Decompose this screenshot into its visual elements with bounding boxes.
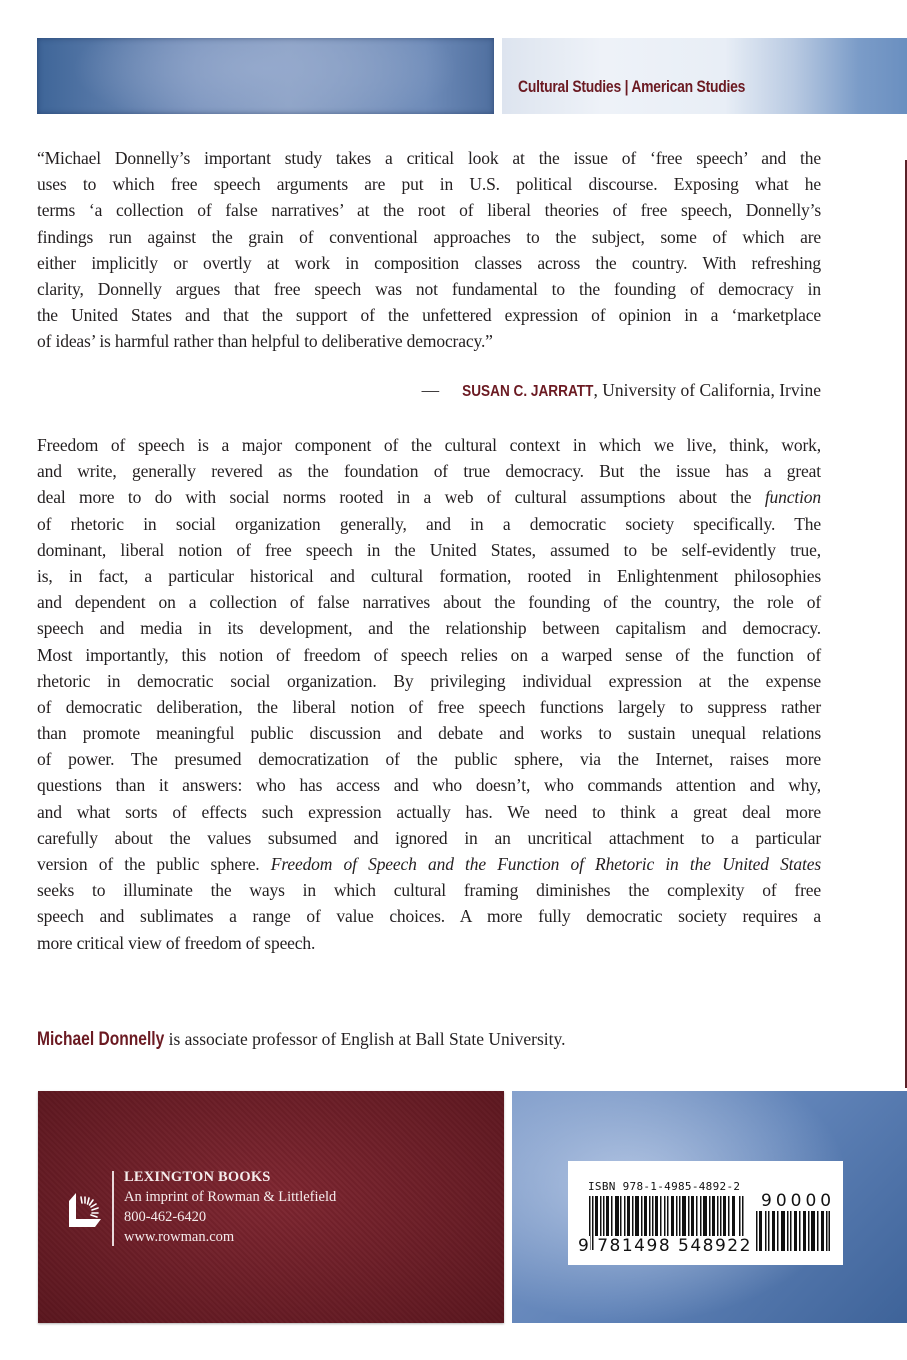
- description-line: Most importantly, this notion of freedom of speech relies on a warped sense of the function of: [37, 644, 821, 665]
- description-line: is, in fact, a particular historical and cultural formation, rooted in Enlightenment philosophies: [37, 565, 821, 586]
- endorser-name: SUSAN C. JARRATT: [462, 383, 594, 400]
- publisher-panel: [38, 1091, 504, 1323]
- italic-function: function: [764, 487, 821, 508]
- attribution-dash: —: [421, 380, 440, 400]
- quote-line: “Michael Donnelly’s important study takes a critical look at the issue of ‘free speech’ and the: [37, 148, 821, 168]
- endorsement-quote: [37, 145, 821, 400]
- author-bio: [37, 1029, 566, 1051]
- italic-book-title: Freedom of Speech and the Function of Rhetoric in the United States: [270, 854, 821, 874]
- publisher-phone: 800-462-6420: [124, 1209, 207, 1225]
- description-line: than promote meaningful public discussion and debate and works to sustain unequal relations: [37, 723, 821, 744]
- description-line: of democratic deliberation, the liberal notion of free speech functions largely to suppress rather: [37, 696, 821, 717]
- description-line: dominant, liberal notion of free speech in the United States, assumed to be self-evidently true,: [37, 539, 821, 560]
- author-name: Michael Donnelly: [37, 1029, 165, 1050]
- quote-attribution: [37, 380, 821, 401]
- author-bio-text: is associate professor of English at Ball State University.: [164, 1029, 566, 1049]
- description-line: and write, generally revered as the foundation of true democracy. But the issue has a great: [37, 461, 821, 482]
- description-line: version of the public sphere. Freedom of Speech and the Function of Rhetoric in the United States: [37, 854, 821, 874]
- quote-line: either implicitly or overtly at work in composition classes across the country. With refreshing: [37, 252, 821, 273]
- price-code: 90000: [761, 1191, 836, 1211]
- publisher-name: LEXINGTON BOOKS: [124, 1169, 271, 1185]
- quote-line: findings run against the grain of conventional approaches to the subject, some of which are: [37, 226, 821, 247]
- lexington-books-logo-icon: [69, 1193, 101, 1227]
- description-line: carefully about the values subsumed and ignored in an uncritical attachment to a particular: [37, 827, 821, 848]
- series-label: Cultural Studies | American Studies: [518, 77, 746, 96]
- description-line: Freedom of speech is a major component of the cultural context in which we live, think, work,: [37, 435, 821, 455]
- barcode-label: [568, 1161, 843, 1265]
- publisher-divider: [112, 1171, 114, 1246]
- isbn-text: ISBN 978-1-4985-4892-2: [588, 1180, 741, 1193]
- header-band-right: [502, 38, 907, 114]
- description-line: speech and media in its development, and the relationship between capitalism and democracy.: [37, 618, 821, 639]
- quote-line: the United States and that the support of the unfettered expression of opinion in a ‘marketplace: [37, 305, 821, 326]
- description-line: and what sorts of effects such expression actually has. We need to think a great deal more: [37, 801, 821, 822]
- description-line: and dependent on a collection of false narratives about the founding of the country, the role of: [37, 592, 821, 613]
- description-line: of power. The presumed democratization of the public sphere, via the Internet, raises more: [37, 749, 821, 770]
- quote-line: uses to which free speech arguments are put in U.S. political discourse. Exposing what he: [37, 174, 821, 195]
- endorser-affiliation: , University of California, Irvine: [593, 380, 821, 400]
- quote-line: terms ‘a collection of false narratives’ at the root of liberal theories of free speech, Donnelly’s: [37, 200, 821, 221]
- publisher-info: [124, 1167, 336, 1247]
- publisher-imprint: An imprint of Rowman & Littlefield: [124, 1189, 337, 1205]
- barcode-panel: [512, 1091, 907, 1323]
- ean-digits: 9 781498 548922: [578, 1236, 752, 1256]
- description-line: seeks to illuminate the ways in which cultural framing diminishes the complexity of free: [37, 880, 821, 901]
- description-line: rhetoric in democratic social organization. By privileging individual expression at the expense: [37, 670, 821, 691]
- quote-line: clarity, Donnelly argues that free speech was not fundamental to the founding of democracy in: [37, 278, 821, 299]
- description-line: speech and sublimates a range of value choices. A more fully democratic society requires a: [37, 906, 821, 927]
- description-line: more critical view of freedom of speech.: [37, 932, 316, 953]
- description-line: deal more to do with social norms rooted in a web of cultural assumptions about the function: [37, 487, 821, 508]
- header-band-left: [37, 38, 494, 114]
- publisher-website: www.rowman.com: [124, 1229, 235, 1245]
- book-description: [37, 432, 821, 956]
- price-addon-barcode-icon: [756, 1211, 830, 1251]
- quote-line: of ideas’ is harmful rather than helpful to deliberative democracy.”: [37, 331, 493, 352]
- description-line: questions than it answers: who has access and who doesn’t, who commands attention and why,: [37, 775, 821, 796]
- description-line: of rhetoric in social organization generally, and in a democratic society specifically. The: [37, 513, 821, 534]
